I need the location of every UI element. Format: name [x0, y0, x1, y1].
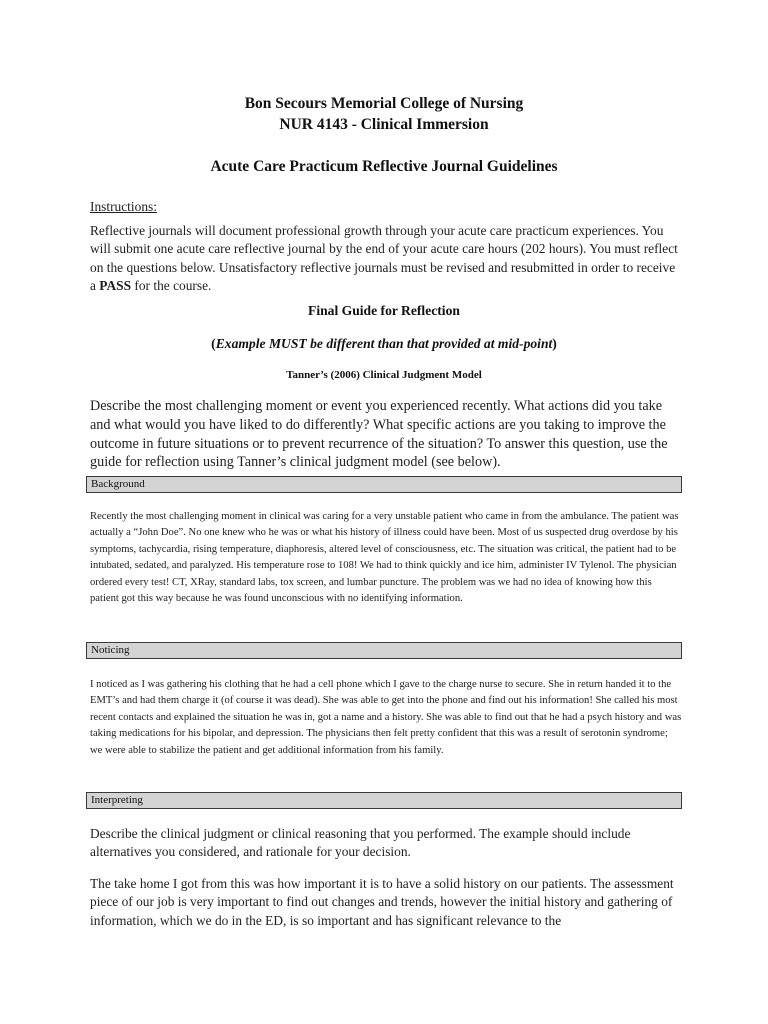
course-name: NUR 4143 - Clinical Immersion [279, 116, 489, 133]
note-italic: Example MUST be different than that provided at mid-point [215, 336, 553, 351]
instructions-text-end: for the course. [131, 278, 212, 294]
interpreting-text: The take home I got from this was how important it is to have a solid history on our patients. The assessment piece of our job is very important to find out changes and trends, however the initial history and gathering of information, which we do in the ED, is so important and has significant relevance to the [90, 876, 674, 928]
document-title: Acute Care Practicum Reflective Journal Guidelines [210, 158, 558, 175]
noticing-text: I noticed as I was gathering his clothing that he had a cell phone which I gave to the charge nurse to secure. She in return handed it to the EMT’s and had them charge it (of course it was dead). She was able to get into the phone and find out his information! She called his most recent contacts and explained the situation he was in, got a name and a history. She was able to find out that he had a psych history and was taking medications for his bipolar, and depression. The physicians then felt pretty confident that this was a result of serotonin syndrome; we were able to stabilize the patient and get additional information from his family. [90, 679, 682, 756]
instructions-label-text: Instructions: [90, 199, 157, 214]
interpreting-prompt: Describe the clinical judgment or clinical reasoning that you performed. The example should include alternatives you considered, and rationale for your decision. [90, 826, 631, 860]
model-title: Tanner’s (2006) Clinical Judgment Model [286, 369, 482, 381]
reflection-prompt: Describe the most challenging moment or event you experienced recently. What actions did you take and what would you have liked to do differently? What specific actions are you taking to improve the outcome in future situations or to prevent recurrence of the situation? To answer this question, use the guide for reflection using Tanner’s clinical judgment model (see below). [90, 398, 668, 471]
final-guide-title: Final Guide for Reflection [308, 303, 460, 318]
instructions-text: Reflective journals will document professional growth through your acute care practicum experiences. You will submit one acute care reflective journal by the end of your acute care hours (202 hours). You must reflect on the questions below. Unsatisfactory reflective journals must be revised and resubmitted in order to receive a [90, 223, 678, 294]
section-bar-noticing: Noticing [86, 642, 682, 659]
instructions-paragraph [90, 222, 680, 296]
note-close: ) [552, 336, 557, 351]
instructions-pass-word: PASS [99, 278, 132, 294]
section-bar-background: Background [86, 476, 682, 493]
final-guide-note [0, 335, 768, 353]
section-bar-interpreting: Interpreting [86, 792, 682, 809]
college-name: Bon Secours Memorial College of Nursing [244, 95, 524, 112]
instructions-label [90, 198, 680, 216]
background-text: Recently the most challenging moment in clinical was caring for a very unstable patient who came in from the ambulance. The patient was actually a “John Doe”. No one knew who he was or what his history of illness could have been. Most of us suspected drug overdose by his symptoms, tachycardia, rising temperature, diaphoresis, altered level of consciousness, etc. The situation was critical, the patient had to be intubated, sedated, and paralyzed. His temperature rose to 108! We had to think quickly and ice him, administer IV Tylenol. The physician ordered every test! CT, XRay, standard labs, tox screen, and lumbar puncture. The problem was we had no idea of knowing how this patient got this way because he was found unconscious with no identifying information. [90, 511, 679, 605]
note-open: ( [211, 336, 216, 351]
